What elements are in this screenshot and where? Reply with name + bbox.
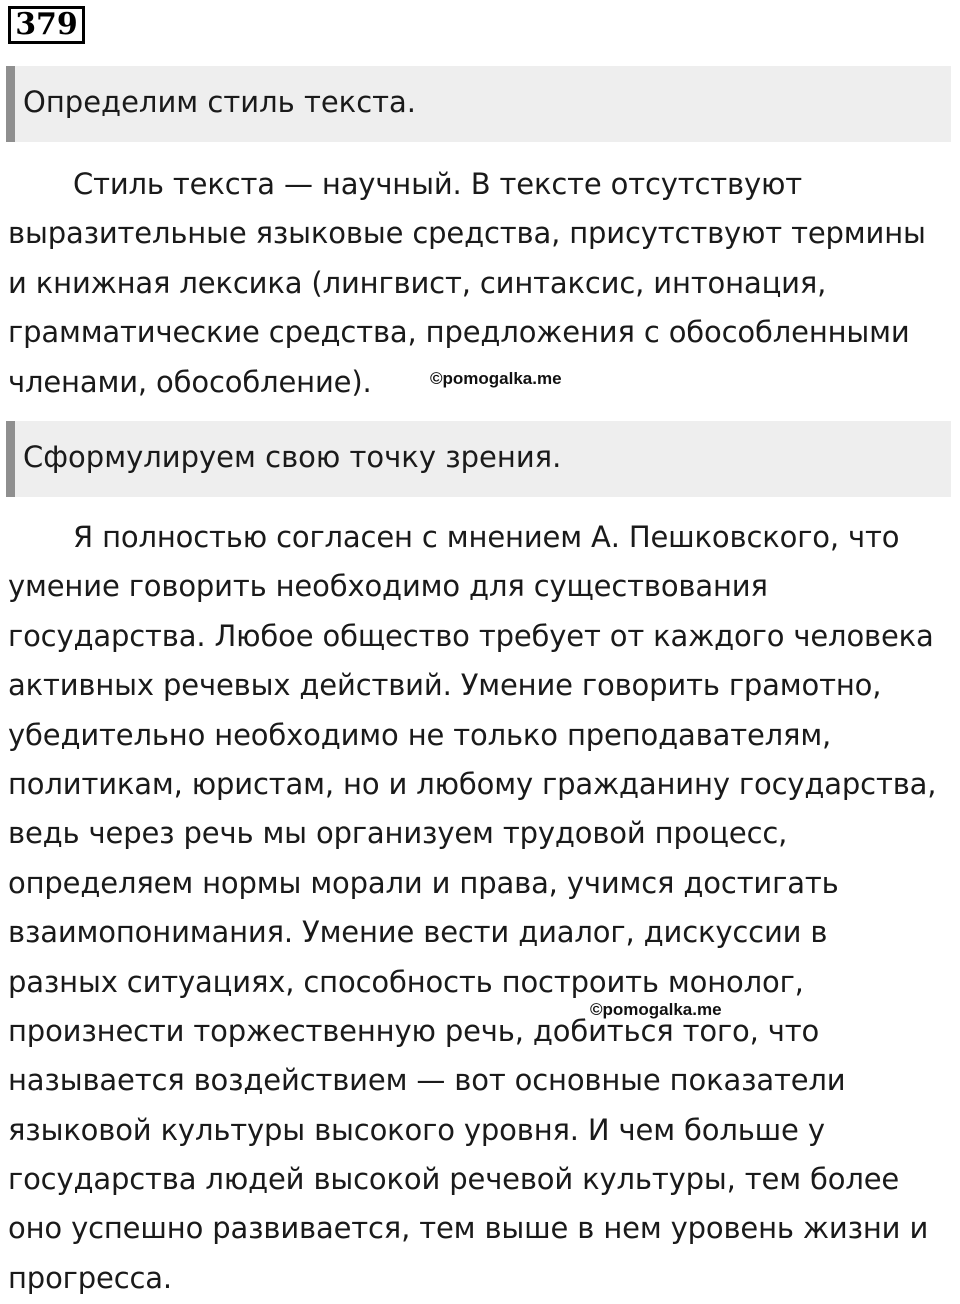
paragraph-line: прогресса. <box>8 1260 172 1295</box>
paragraph-line: и книжная лексика (лингвист, синтаксис, интонация, <box>8 265 827 300</box>
section-header-opinion <box>6 421 951 497</box>
paragraph-line: оно успешно развивается, тем выше в нем уровень жизни и <box>8 1211 929 1246</box>
paragraph-opinion <box>8 513 958 1303</box>
paragraph-line: активных речевых действий. Умение говорить грамотно, <box>8 668 882 703</box>
paragraph-line: Я полностью согласен с мнением А. Пешковского, что <box>73 520 900 554</box>
paragraph-line: ведь через речь мы организуем трудовой процесс, <box>8 816 788 851</box>
paragraph-line: грамматические средства, предложения с обособленными <box>8 315 910 350</box>
paragraph-line: Стиль текста — научный. В тексте отсутствуют <box>73 167 802 201</box>
paragraph-line: умение говорить необходимо для существования <box>8 569 768 604</box>
section-header-style <box>6 66 951 142</box>
paragraph-line: разных ситуациях, способность построить монолог, <box>8 964 804 999</box>
paragraph-line: называется воздействием — вот основные показатели <box>8 1063 846 1098</box>
watermark-text: ©pomogalka.me <box>590 1000 722 1019</box>
paragraph-line: взаимопонимания. Умение вести диалог, дискуссии в <box>8 915 828 950</box>
paragraph-line: определяем нормы морали и права, учимся достигать <box>8 865 839 900</box>
paragraph-line: выразительные языковые средства, присутствуют термины <box>8 216 926 251</box>
paragraph-line: убедительно необходимо не только преподавателям, <box>8 717 832 752</box>
paragraph-line: государства. Любое общество требует от каждого человека <box>8 618 934 653</box>
section-header-text: Определим стиль текста. <box>23 85 417 119</box>
task-number: 379 <box>8 6 85 44</box>
watermark-text: ©pomogalka.me <box>430 369 562 388</box>
section-header-text: Сформулируем свою точку зрения. <box>23 440 562 474</box>
paragraph-line: языковой культуры высокого уровня. И чем больше у <box>8 1112 825 1147</box>
paragraph-line: государства людей высокой речевой культуры, тем более <box>8 1162 900 1197</box>
paragraph-line: членами, обособление). <box>8 364 372 399</box>
paragraph-line: политикам, юристам, но и любому гражданину государства, <box>8 766 937 801</box>
paragraph-line: произнести торжественную речь, добиться того, что <box>8 1013 820 1048</box>
